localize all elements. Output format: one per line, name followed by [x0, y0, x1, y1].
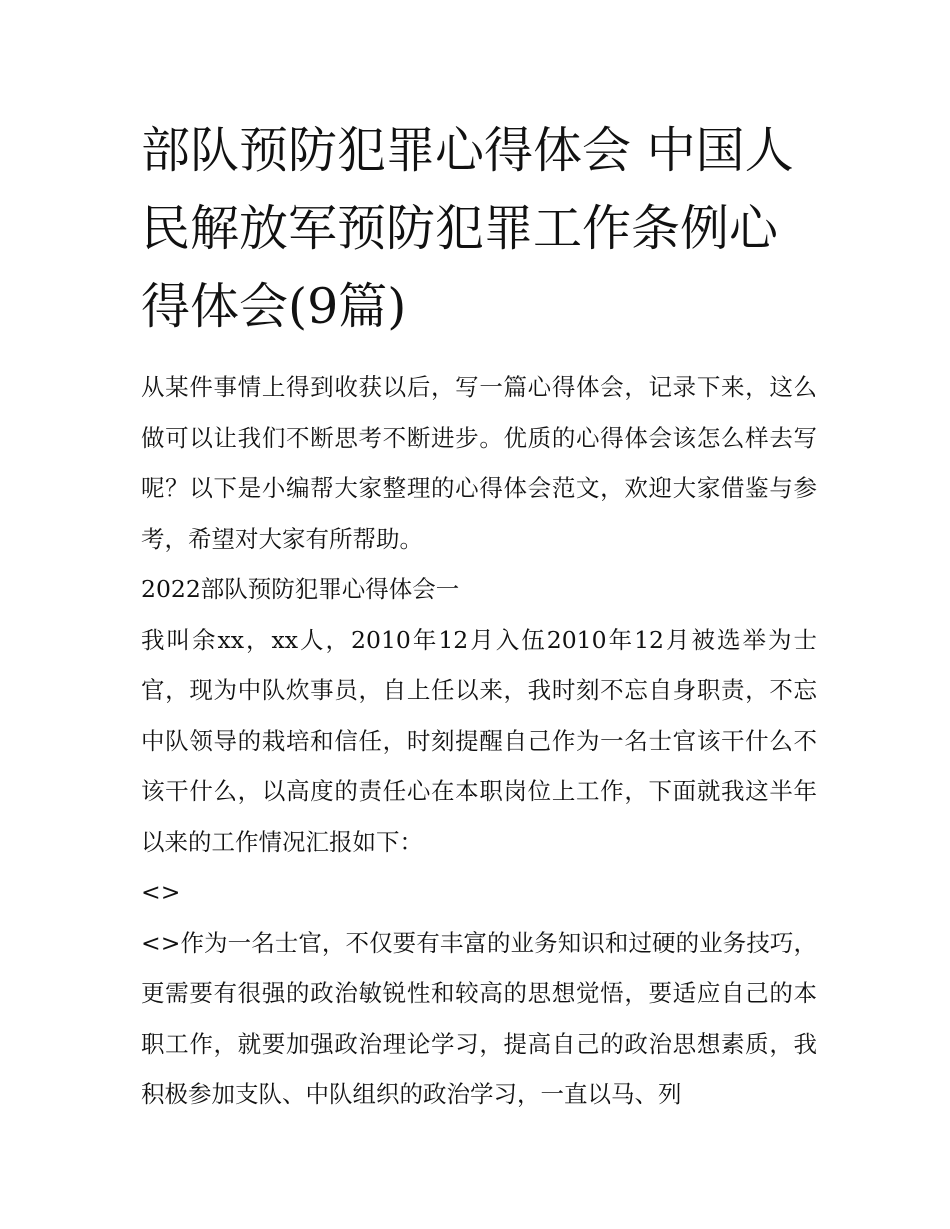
body-paragraph: 我叫余xx，xx人，2010年12月入伍2010年12月被选举为士官，现为中队炊事员，自上任以来，我时刻不忘自身职责，不忘中队领导的栽培和信任，时刻提醒自己作为一名士官该干什么不该干什么，以高度的责任心在本职岗位上工作，下面就我这半年以来的工作情况汇报如下： — [141, 625, 817, 856]
document-body — [141, 362, 817, 1120]
intro-paragraph: 从某件事情上得到收获以后，写一篇心得体会，记录下来，这么做可以让我们不断思考不断进步。优质的心得体会该怎么样去写呢？以下是小编帮大家整理的心得体会范文，欢迎大家借鉴与参考，希望对大家有所帮助。 — [141, 373, 817, 553]
document-title: 部队预防犯罪心得体会 中国人民解放军预防犯罪工作条例心得体会(9篇) — [141, 122, 794, 335]
placeholder-line: <> — [141, 878, 181, 906]
body-paragraph: <>作为一名士官，不仅要有丰富的业务知识和过硬的业务技巧，更需要有很强的政治敏锐性和较高的思想觉悟，要适应自己的本职工作，就要加强政治理论学习，提高自己的政治思想素质，我积极参加支队、中队组织的政治学习，一直以马、列 — [141, 928, 817, 1108]
document-content — [141, 112, 817, 1120]
section-heading: 2022部队预防犯罪心得体会一 — [141, 575, 460, 603]
